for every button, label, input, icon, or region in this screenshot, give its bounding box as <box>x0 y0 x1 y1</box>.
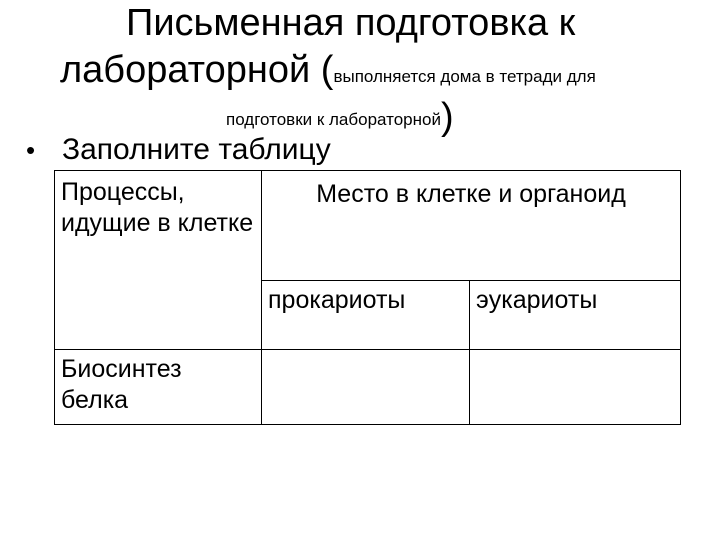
cell-eukaryotes[interactable] <box>470 350 681 425</box>
bullet-text: Заполните таблицу <box>62 133 331 166</box>
subheader-eukaryotes-cell <box>470 281 681 350</box>
title-line-2 <box>60 49 596 91</box>
header-location-cell <box>262 171 681 281</box>
row-label: Биосинтез белка <box>61 355 182 414</box>
title-line-1: Письменная подготовка к <box>126 2 576 44</box>
title-note-text: выполняется дома в тетради для <box>333 67 596 86</box>
subheader-prokaryotes-cell <box>262 281 470 350</box>
subheader-eukaryotes: эукариоты <box>476 286 598 314</box>
process-table <box>54 170 681 425</box>
table-row <box>55 350 681 425</box>
subheader-prokaryotes: прокариоты <box>268 286 406 314</box>
title-note-continued: подготовки к лабораторной <box>226 110 441 129</box>
title-main-text: лабораторной ( <box>60 49 334 91</box>
bullet-icon: • <box>26 135 36 165</box>
header-location: Место в клетке и органоид <box>316 180 626 208</box>
bullet-item <box>26 132 331 168</box>
header-processes: Процессы, идущие в клетке <box>61 178 254 237</box>
title-line-3 <box>226 98 454 136</box>
slide-title <box>0 0 720 150</box>
header-processes-cell <box>55 171 262 350</box>
table-header-row <box>55 171 681 281</box>
row-label-cell <box>55 350 262 425</box>
title-closing-paren: ) <box>440 96 454 138</box>
cell-prokaryotes[interactable] <box>262 350 470 425</box>
